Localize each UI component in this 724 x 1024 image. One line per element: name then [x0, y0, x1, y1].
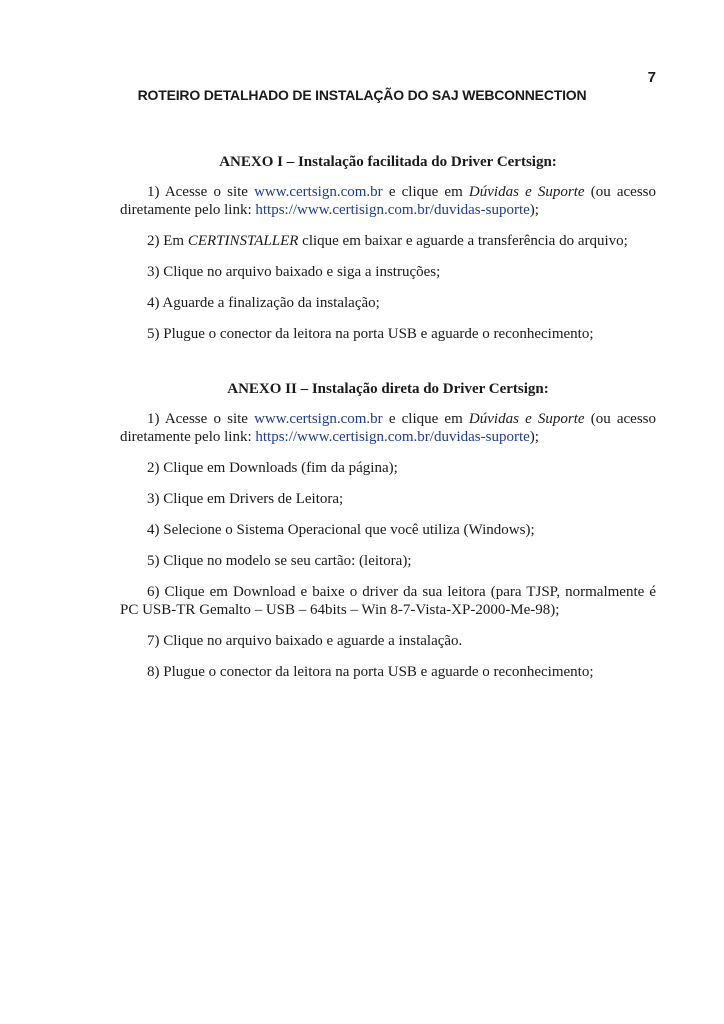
annex-2-step-2: 2) Clique em Downloads (fim da página); [147, 460, 398, 476]
step-text: e clique em [382, 184, 469, 200]
annex-2-step-8: 8) Plugue o conector da leitora na porta USB e aguarde o reconhecimento; [147, 664, 594, 680]
step-text: 2) Em [147, 233, 188, 249]
step-text: 1) Acesse o site [147, 184, 255, 200]
annex-2-step-6: 6) Clique em Download e baixe o driver da sua leitora (para TJSP, normalmente é PC USB-TR Gemalto – USB – 64bits – Win 8-7-Vista-XP-2000-Me-98); [120, 584, 656, 618]
annex-2-section [120, 380, 656, 694]
annex-2-step-4: 4) Selecione o Sistema Operacional que você utiliza (Windows); [147, 522, 535, 538]
annex-1-title: ANEXO I – Instalação facilitada do Driver Certsign: [219, 154, 557, 170]
step-text: (ou acesso diretamente pelo link: [120, 184, 656, 218]
step-text: 1) Acesse o site [147, 411, 255, 427]
duvidas-suporte-link[interactable]: https://www.certisign.com.br/duvidas-suporte [255, 202, 530, 218]
annex-2-title: ANEXO II – Instalação direta do Driver Certsign: [227, 381, 549, 397]
step-text: (ou acesso diretamente pelo link: [120, 411, 656, 445]
annex-2-step-7: 7) Clique no arquivo baixado e aguarde a instalação. [147, 633, 463, 649]
step-text: ); [529, 429, 539, 445]
step-text: ); [529, 202, 539, 218]
step-text: e clique em [382, 411, 469, 427]
duvidas-suporte-menu: Dúvidas e Suporte [468, 411, 585, 427]
annex-1-step-4: 4) Aguarde a finalização da instalação; [147, 295, 380, 311]
annex-2-step-5: 5) Clique no modelo se seu cartão: (leitora); [147, 553, 412, 569]
certinstaller-name: CERTINSTALLER [187, 233, 299, 249]
page-number: 7 [647, 69, 656, 86]
duvidas-suporte-menu: Dúvidas e Suporte [468, 184, 585, 200]
annex-1-step-3: 3) Clique no arquivo baixado e siga a instruções; [147, 264, 441, 280]
annex-1-step-5: 5) Plugue o conector da leitora na porta USB e aguarde o reconhecimento; [147, 326, 594, 342]
step-text: clique em baixar e aguarde a transferência do arquivo; [298, 233, 628, 249]
annex-2-step-3: 3) Clique em Drivers de Leitora; [147, 491, 344, 507]
annex-1-step-2 [120, 232, 656, 250]
annex-1-section [120, 153, 656, 356]
document-header: ROTEIRO DETALHADO DE INSTALAÇÃO DO SAJ WEBCONNECTION [137, 87, 587, 103]
annex-1-step-1 [120, 183, 656, 219]
duvidas-suporte-link[interactable]: https://www.certisign.com.br/duvidas-suporte [255, 429, 530, 445]
certsign-site-link[interactable]: www.certsign.com.br [254, 184, 383, 200]
certsign-site-link[interactable]: www.certsign.com.br [254, 411, 383, 427]
annex-2-step-1 [120, 410, 656, 446]
